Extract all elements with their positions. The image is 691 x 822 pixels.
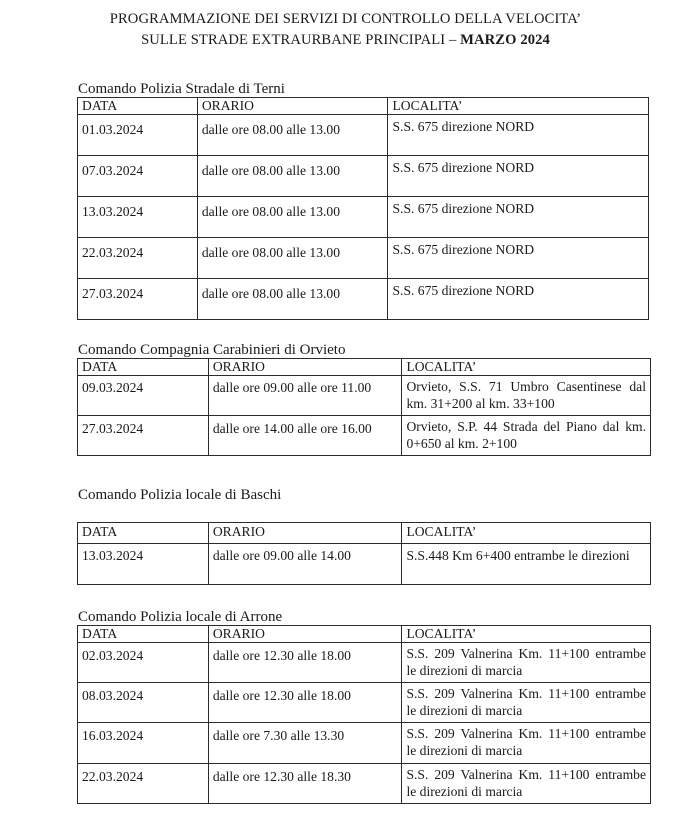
- cell-localita: S.S. 209 Valnerina Km. 11+100 entrambe le direzioni di marcia: [402, 723, 651, 764]
- table-row: [78, 376, 651, 416]
- cell-data: 02.03.2024: [78, 643, 209, 683]
- table-row: [78, 683, 651, 723]
- cell-data: 16.03.2024: [78, 723, 209, 764]
- cell-localita: S.S. 209 Valnerina Km. 11+100 entrambe le direzioni di marcia: [402, 683, 651, 723]
- cell-localita: S.S. 675 direzione NORD: [388, 238, 649, 279]
- schedule-table-baschi: [77, 522, 651, 585]
- table-header-row: [78, 523, 651, 544]
- cell-data: 01.03.2024: [78, 115, 198, 156]
- table-row: [78, 544, 651, 585]
- table-row: [78, 197, 649, 238]
- table-header-row: [78, 626, 651, 643]
- table-row: [78, 723, 651, 764]
- cell-orario: dalle ore 12.30 alle 18.00: [208, 643, 402, 683]
- section-title-baschi: Comando Polizia locale di Baschi: [78, 487, 282, 503]
- header-localita: LOCALITA’: [402, 359, 651, 376]
- header-orario: ORARIO: [197, 98, 388, 115]
- schedule-table-orvieto: [77, 358, 651, 456]
- cell-localita: Orvieto, S.S. 71 Umbro Casentinese dal km. 31+200 al km. 33+100: [402, 376, 651, 416]
- section-title-arrone: Comando Polizia locale di Arrone: [78, 609, 283, 625]
- cell-orario: dalle ore 08.00 alle 13.00: [197, 238, 388, 279]
- table-row: [78, 238, 649, 279]
- cell-localita: Orvieto, S.P. 44 Strada del Piano dal km. 0+650 al km. 2+100: [402, 416, 651, 456]
- cell-localita: S.S. 209 Valnerina Km. 11+100 entrambe le direzioni di marcia: [402, 764, 651, 804]
- schedule-table-arrone: [77, 625, 651, 804]
- cell-data: 07.03.2024: [78, 156, 198, 197]
- cell-data: 27.03.2024: [78, 279, 198, 320]
- title-line-1: PROGRAMMAZIONE DEI SERVIZI DI CONTROLLO DELLA VELOCITA’: [109, 11, 582, 27]
- cell-data: 13.03.2024: [78, 197, 198, 238]
- table-row: [78, 279, 649, 320]
- cell-orario: dalle ore 12.30 alle 18.30: [208, 764, 402, 804]
- table-header-row: [78, 359, 651, 376]
- cell-orario: dalle ore 14.00 alle ore 16.00: [208, 416, 402, 456]
- title-month: MARZO 2024: [460, 32, 550, 48]
- header-localita: LOCALITA’: [388, 98, 649, 115]
- cell-orario: dalle ore 7.30 alle 13.30: [208, 723, 402, 764]
- cell-orario: dalle ore 09.00 alle ore 11.00: [208, 376, 402, 416]
- table-row: [78, 764, 651, 804]
- schedule-table-terni: [77, 97, 649, 320]
- header-data: DATA: [78, 98, 198, 115]
- table-header-row: [78, 98, 649, 115]
- header-data: DATA: [78, 359, 209, 376]
- table-row: [78, 416, 651, 456]
- cell-orario: dalle ore 08.00 alle 13.00: [197, 279, 388, 320]
- header-localita: LOCALITA’: [402, 523, 651, 544]
- cell-orario: dalle ore 08.00 alle 13.00: [197, 156, 388, 197]
- cell-data: 22.03.2024: [78, 764, 209, 804]
- header-data: DATA: [78, 626, 209, 643]
- cell-localita: S.S.448 Km 6+400 entrambe le direzioni: [402, 544, 651, 585]
- table-row: [78, 643, 651, 683]
- table-row: [78, 115, 649, 156]
- cell-orario: dalle ore 12.30 alle 18.00: [208, 683, 402, 723]
- cell-localita: S.S. 675 direzione NORD: [388, 279, 649, 320]
- table-row: [78, 156, 649, 197]
- cell-data: 09.03.2024: [78, 376, 209, 416]
- title-line-2: [0, 30, 691, 51]
- cell-orario: dalle ore 08.00 alle 13.00: [197, 115, 388, 156]
- cell-data: 27.03.2024: [78, 416, 209, 456]
- cell-orario: dalle ore 09.00 alle 14.00: [208, 544, 402, 585]
- document-title: [0, 9, 691, 51]
- header-localita: LOCALITA’: [402, 626, 651, 643]
- cell-data: 13.03.2024: [78, 544, 209, 585]
- header-orario: ORARIO: [208, 626, 402, 643]
- section-title-terni: Comando Polizia Stradale di Terni: [78, 81, 285, 97]
- cell-data: 08.03.2024: [78, 683, 209, 723]
- title-line-2-prefix: SULLE STRADE EXTRAURBANE PRINCIPALI –: [141, 32, 457, 48]
- header-data: DATA: [78, 523, 209, 544]
- cell-orario: dalle ore 08.00 alle 13.00: [197, 197, 388, 238]
- cell-localita: S.S. 675 direzione NORD: [388, 115, 649, 156]
- cell-localita: S.S. 675 direzione NORD: [388, 156, 649, 197]
- section-title-orvieto: Comando Compagnia Carabinieri di Orvieto: [78, 342, 346, 358]
- cell-localita: S.S. 209 Valnerina Km. 11+100 entrambe le direzioni di marcia: [402, 643, 651, 683]
- cell-localita: S.S. 675 direzione NORD: [388, 197, 649, 238]
- header-orario: ORARIO: [208, 359, 402, 376]
- cell-data: 22.03.2024: [78, 238, 198, 279]
- header-orario: ORARIO: [208, 523, 402, 544]
